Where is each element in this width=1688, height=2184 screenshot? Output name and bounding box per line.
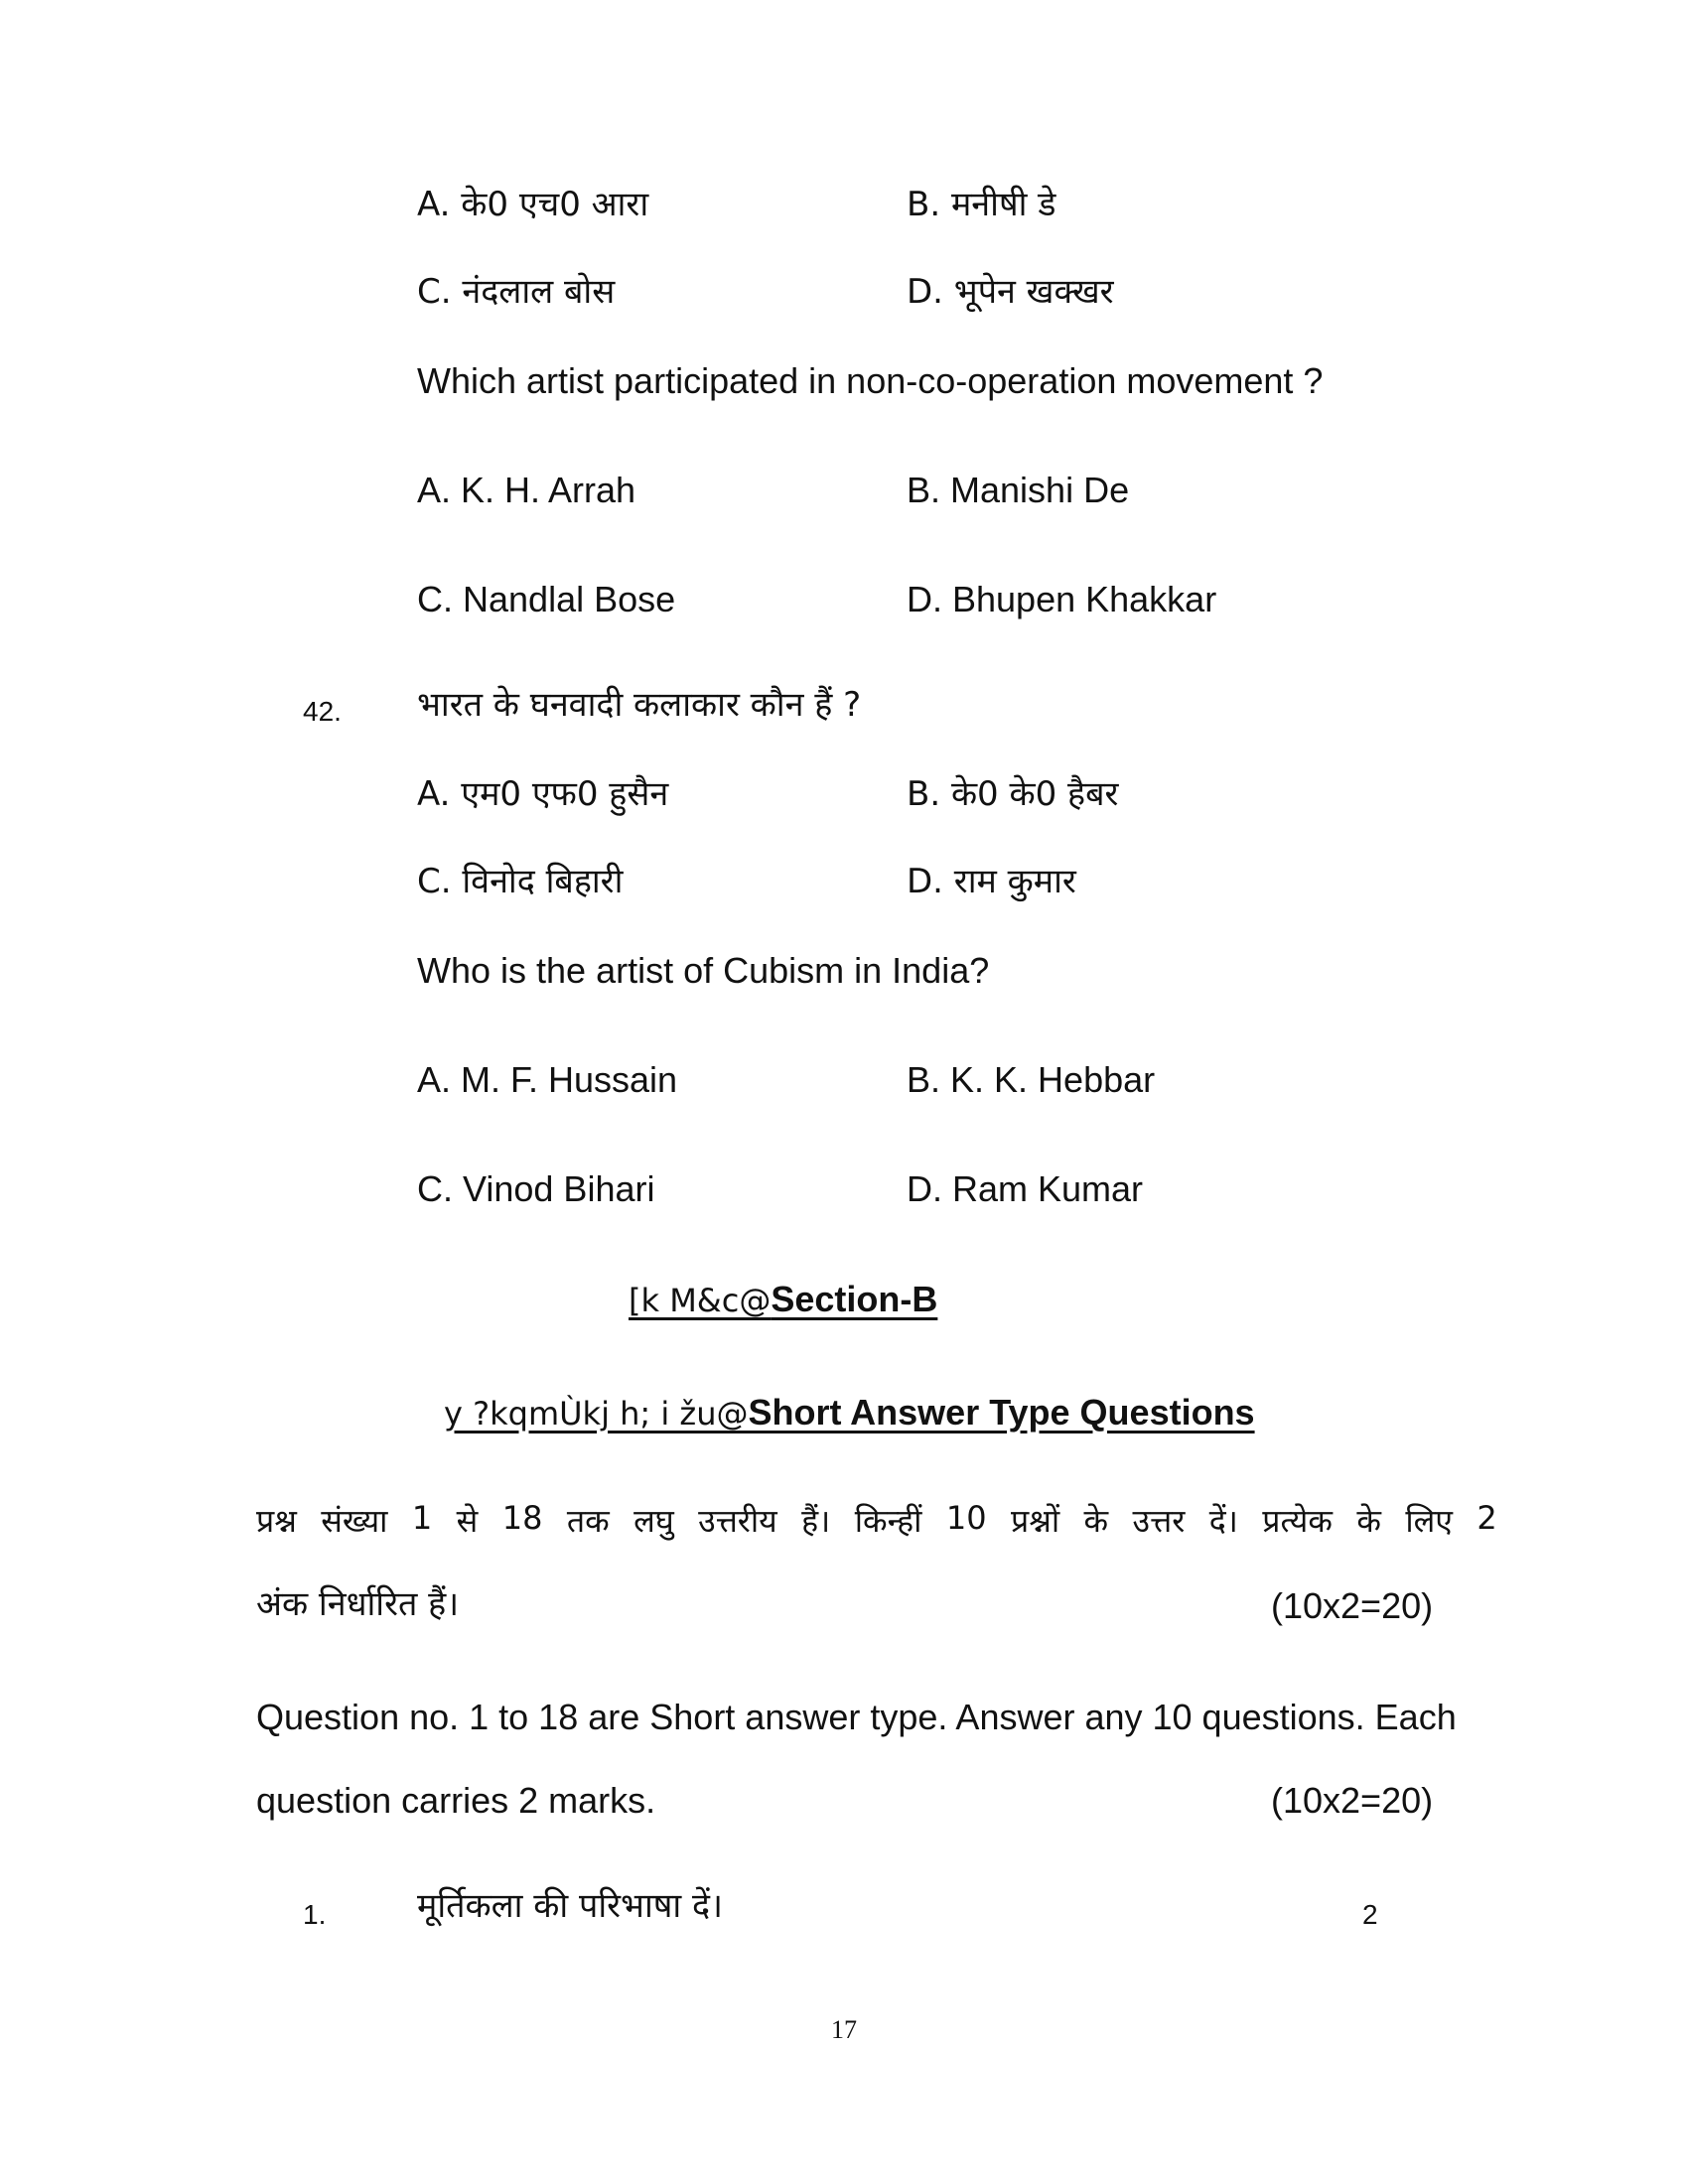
q42-hi-option-b: B. के0 के0 हैबर <box>907 774 1119 814</box>
q41-en-option-a: A. K. H. Arrah <box>417 470 636 510</box>
instructions-hi-word: 2 <box>1477 1499 1497 1537</box>
instructions-hi-word: प्रश्न <box>256 1502 297 1540</box>
instructions-hi-word: हैं। <box>801 1502 831 1540</box>
section-b-subheading-en: Short Answer Type Questions <box>748 1392 1255 1433</box>
q41-en-question: Which artist participated in non-co-operation movement ? <box>417 360 1324 401</box>
section-b-subheading <box>444 1392 1255 1433</box>
q42-en-question: Who is the artist of Cubism in India? <box>417 950 990 991</box>
q41-en-option-c: C. Nandlal Bose <box>417 579 676 619</box>
instructions-hi-word: दें। <box>1208 1502 1238 1540</box>
q41-hi-option-a: A. के0 एच0 आरा <box>417 185 649 224</box>
instructions-hi-word: किन्हीं <box>854 1502 922 1540</box>
section-b-subheading-legacy: y ?kqmÙkj h; i žu@ <box>444 1395 749 1433</box>
q41-hi-option-c: C. नंदलाल बोस <box>417 272 616 312</box>
q42-en-option-c: C. Vinod Bihari <box>417 1168 655 1209</box>
instructions-hi-word: के <box>1083 1502 1109 1540</box>
q42-en-option-d: D. Ram Kumar <box>907 1168 1144 1209</box>
q1-marks: 2 <box>1362 1899 1378 1930</box>
q41-en-option-d: D. Bhupen Khakkar <box>907 579 1217 619</box>
q42-hi-option-c: C. विनोद बिहारी <box>417 862 624 901</box>
instructions-hi-line1 <box>256 1499 1497 1542</box>
instructions-hi-marks: (10x2=20) <box>1271 1585 1434 1626</box>
instructions-hi-word: उत्तर <box>1132 1502 1186 1540</box>
instructions-hi-word: लघु <box>633 1502 674 1540</box>
instructions-hi-word: 1 <box>411 1499 433 1537</box>
instructions-en-line1: Question no. 1 to 18 are Short answer type. Answer any 10 questions. Each <box>256 1697 1457 1737</box>
q42-hi-option-a: A. एम0 एफ0 हुसैन <box>417 774 669 814</box>
instructions-hi-word: प्रत्येक <box>1262 1502 1333 1540</box>
instructions-en-line2: question carries 2 marks. <box>256 1780 656 1821</box>
q42-number: 42. <box>303 696 342 727</box>
q1-text: मूर्तिकला की परिभाषा दें। <box>417 1886 723 1926</box>
instructions-hi-word: लिए <box>1405 1502 1453 1540</box>
instructions-hi-word: 10 <box>945 1499 987 1537</box>
section-b-heading-en: Section-B <box>771 1279 938 1319</box>
section-b-heading <box>629 1279 937 1320</box>
q42-en-option-b: B. K. K. Hebbar <box>907 1059 1156 1100</box>
section-b-heading-legacy: [k M&c@ <box>629 1282 772 1319</box>
instructions-hi-word: से <box>456 1502 479 1540</box>
q42-hi-question: भारत के घनवादी कलाकार कौन हैं ? <box>417 685 862 725</box>
instructions-hi-line2: अंक निर्धारित हैं। <box>256 1584 460 1624</box>
q1-number: 1. <box>303 1899 327 1930</box>
instructions-hi-word: उत्तरीय <box>698 1502 777 1540</box>
instructions-hi-word: प्रश्नों <box>1011 1502 1060 1540</box>
q42-hi-option-d: D. राम कुमार <box>907 862 1076 901</box>
instructions-hi-word: के <box>1356 1502 1381 1540</box>
instructions-hi-word: 18 <box>501 1499 543 1537</box>
page-number: 17 <box>831 2015 857 2044</box>
q42-en-option-a: A. M. F. Hussain <box>417 1059 678 1100</box>
instructions-en-marks: (10x2=20) <box>1271 1780 1434 1821</box>
q41-hi-option-b: B. मनीषी डे <box>907 185 1056 224</box>
q41-hi-option-d: D. भूपेन खक्खर <box>907 272 1114 312</box>
q41-en-option-b: B. Manishi De <box>907 470 1130 510</box>
instructions-hi-word: संख्या <box>321 1502 388 1540</box>
instructions-hi-word: तक <box>566 1502 610 1540</box>
